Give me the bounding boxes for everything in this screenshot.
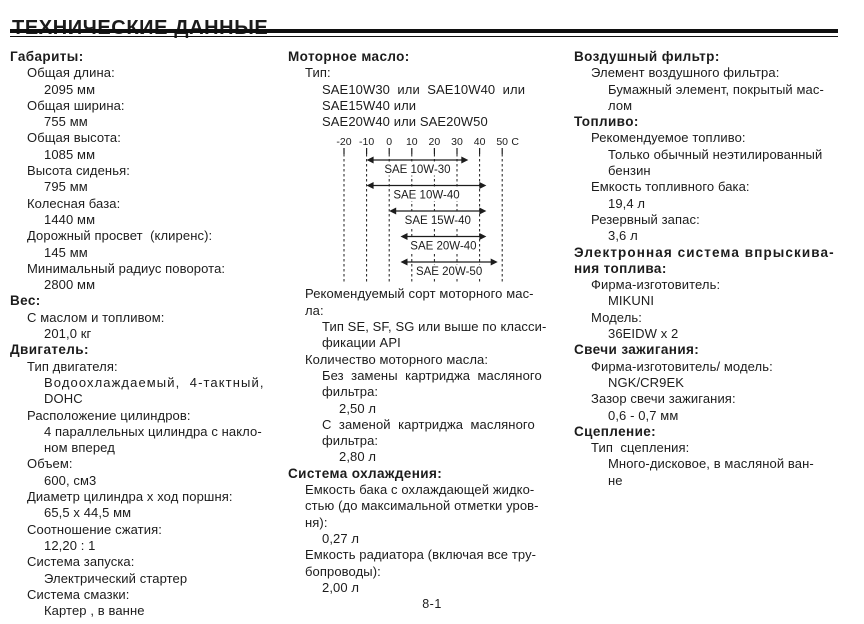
section-heading: Топливо: [574,114,639,130]
spec-value: Много-дисковое, в масляной ван- [608,456,814,472]
temperature-tick-label: -10 [359,136,375,149]
spec-value: 0,6 - 0,7 мм [608,407,679,423]
spec-label: Дорожный просвет (клиренс): [27,228,213,244]
spec-value: бензин [608,163,651,179]
spec-value: Бумажный элемент, покрытый мас- [608,81,824,97]
spec-label: Общая высота: [27,130,121,146]
section-heading: Система охлаждения: [288,465,443,481]
spec-value: 1440 мм [44,211,96,227]
spec-value: 65,5 х 44,5 мм [44,505,132,521]
oil-quantity-cooling-block [288,286,573,596]
spec-value: MIKUNI [608,293,655,309]
section-heading: Сцепление: [574,423,657,439]
oil-range-arrowhead-left [367,182,374,189]
oil-grade-label: SAE 20W-50 [415,266,483,279]
oil-range-arrowhead-right [461,157,468,164]
section-heading: Моторное масло: [288,49,410,64]
spec-value: 4 параллельных цилиндра с накло- [44,423,262,439]
spec-value: NGK/CR9EK [608,374,685,390]
temperature-tick-label: 40 [473,136,486,149]
spec-value: 1085 мм [44,146,96,162]
temperature-tick-label: 30 [451,136,463,149]
oil-grade-label: SAE 10W-40 [393,189,460,202]
section-heading: Электронная система впрыскива- [574,244,835,260]
spec-value: DOHC [44,391,83,407]
spec-label: С маслом и топливом: [27,309,165,325]
spec-label: Минимальный радиус поворота: [27,260,226,276]
column-dimensions-weight-engine [10,49,288,619]
spec-label: Зазор свечи зажигания: [591,391,736,407]
section-heading: Двигатель: [10,342,89,358]
spec-value: фикации API [322,335,401,351]
temperature-tick-label: 50 [496,136,509,149]
spec-value: Картер , в ванне [44,603,145,619]
spec-value: 145 мм [44,244,88,260]
section-heading: Свечи зажигания: [574,342,700,358]
spec-label: Тип сцепления: [591,440,690,456]
oil-range-arrowhead-left [401,233,408,240]
column-filter-fuel-ignition-clutch [574,49,860,489]
spec-label: Диаметр цилиндра х ход поршня: [27,489,233,505]
spec-label: Высота сиденья: [27,163,130,179]
oil-range-arrowhead-left [367,157,374,164]
spec-value: Рекомендуемый сорт моторного мас- [305,286,534,302]
title-rule-thin [10,36,838,37]
section-heading: Воздушный фильтр: [574,49,720,64]
page-number: 8-1 [422,597,442,611]
spec-label: фильтра: [322,433,379,449]
temperature-tick-label: 10 [405,136,418,149]
spec-value: 36EIDW x 2 [608,326,679,342]
spec-value: 2,00 л [322,579,360,595]
spec-label: Количество моторного масла: [305,351,489,367]
oil-temperature-range-chart [333,133,543,286]
spec-value: 12,20 : 1 [44,537,96,553]
spec-label: Расположение цилиндров: [27,407,191,423]
spec-value: 2095 мм [44,81,96,97]
page-footer [0,597,864,611]
spec-value: стью (до максимальной отметки уров- [305,498,539,514]
spec-label: Рекомендуемое топливо: [591,130,746,146]
spec-label: ня): [305,514,328,530]
spec-value: 795 мм [44,179,88,195]
oil-range-arrowhead-right [479,182,486,189]
spec-value: 2,80 л [339,449,377,465]
spec-value: Только обычный неэтилированный [608,146,823,162]
oil-grade-label: SAE 20W-40 [410,240,477,253]
spec-value: Емкость бака с охлаждающей жидко- [305,482,535,498]
spec-value: Электрический стартер [44,570,188,586]
temperature-tick-label: -20 [336,136,352,149]
spec-value: лом [608,97,633,113]
spec-value: SAE15W40 или [322,97,417,113]
spec-label: Фирма-изготовитель: [591,277,721,293]
oil-range-arrowhead-left [401,259,408,266]
oil-range-arrowhead-right [479,233,486,240]
spec-value: Водоохлаждаемый, 4-тактный, [44,374,265,390]
spec-label: Тип двигателя: [27,358,118,374]
spec-value: 2,50 л [339,400,377,416]
oil-grade-label: SAE 10W-30 [384,164,451,177]
spec-label: Соотношение сжатия: [27,521,162,537]
spec-value: 2800 мм [44,277,96,293]
oil-range-arrowhead-right [479,208,486,215]
spec-value: ном вперед [44,440,115,456]
temperature-unit-label: C [511,136,519,149]
spec-label: ла: [305,302,324,318]
spec-value: 0,27 л [322,530,360,546]
spec-label: Общая ширина: [27,97,125,113]
spec-value: 19,4 л [608,195,646,211]
spec-label: Емкость топливного бака: [591,179,750,195]
spec-value: не [608,472,623,488]
title-rule-thick [10,29,838,33]
spec-value: SAE10W30 или SAE10W40 или [322,81,526,97]
spec-label: Тип: [305,65,331,81]
section-heading: Вес: [10,293,41,309]
engine-oil-type-block [288,49,573,130]
spec-label: Общая длина: [27,65,115,81]
section-heading: ния топлива: [574,260,667,276]
spec-value: 600, см3 [44,472,97,488]
spec-label: бопроводы): [305,563,381,579]
spec-value: 755 мм [44,114,88,130]
temperature-tick-label: 20 [428,136,441,149]
spec-value: Емкость радиатора (включая все тру- [305,547,537,563]
section-heading: Габариты: [10,49,84,64]
column-engine-oil-cooling [288,49,573,596]
temperature-tick-label: 0 [386,136,393,149]
spec-value: С заменой картриджа масляного [322,416,535,432]
oil-grade-label: SAE 15W-40 [404,215,471,228]
spec-label: фильтра: [322,384,379,400]
spec-label: Колесная база: [27,195,121,211]
oil-range-arrowhead-left [389,208,396,215]
spec-value: Тип SE, SF, SG или выше по класси- [322,319,547,335]
spec-label: Система смазки: [27,586,130,602]
spec-label: Резервный запас: [591,211,700,227]
spec-label: Объем: [27,456,73,472]
spec-value: SAE20W40 или SAE20W50 [322,114,488,130]
oil-range-arrowhead-right [491,259,498,266]
spec-value: 3,6 л [608,228,638,244]
spec-value: Без замены картриджа масляного [322,367,542,383]
spec-label: Система запуска: [27,554,135,570]
spec-label: Фирма-изготовитель/ модель: [591,358,773,374]
spec-label: Элемент воздушного фильтра: [591,65,780,81]
spec-value: 201,0 кг [44,326,92,342]
spec-label: Модель: [591,309,642,325]
